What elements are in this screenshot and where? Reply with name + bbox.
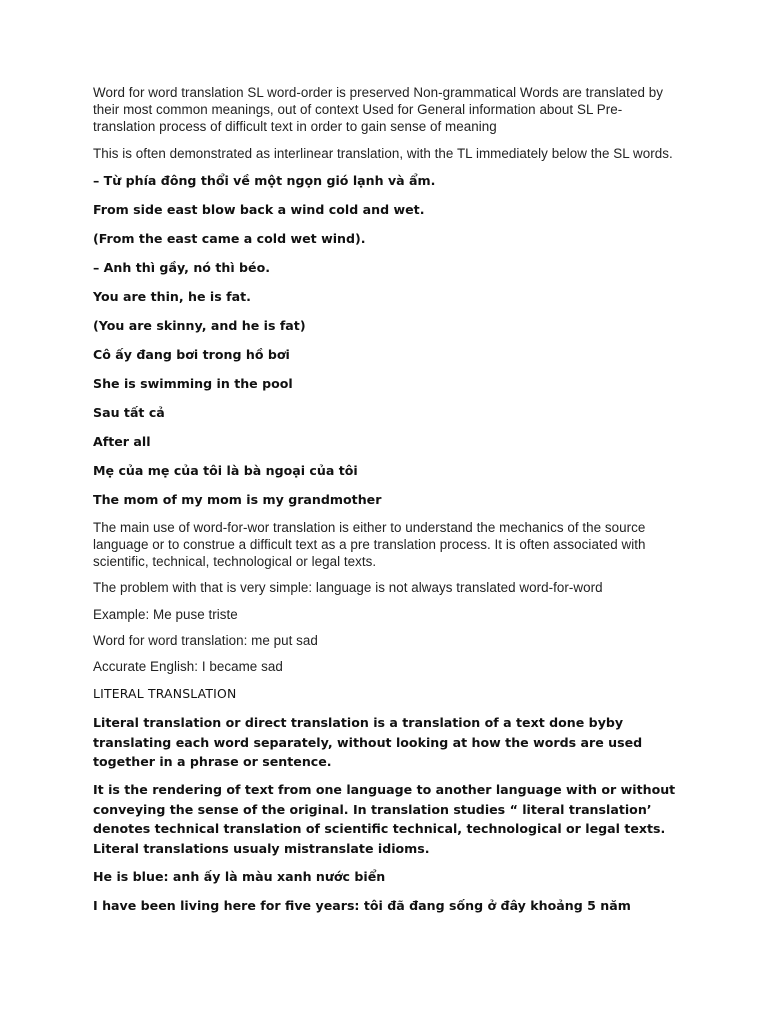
example-accurate-2: (You are skinny, and he is fat) — [93, 317, 306, 333]
example-vietnamese-5: Mẹ của mẹ của tôi là bà ngoại của tôi — [93, 462, 358, 478]
paragraph-word-for-word-result: Word for word translation: me put sad — [93, 632, 318, 648]
paragraph-literal-definition: Literal translation or direct translation is a translation of a text done byby translating each word separately, without looking at how the words are used together in a phrase or sentence. — [93, 715, 643, 770]
paragraph-word-for-word-definition: Word for word translation SL word-order is preserved Non-grammatical Words are translated by their most common meanings, out of context Used for General information about SL Pre-translation process of difficult text in order to gain sense of meaning — [93, 85, 663, 135]
example-idiom-blue: He is blue: anh ấy là màu xanh nước biển — [93, 868, 386, 884]
example-english-5: The mom of my mom is my grandmother — [93, 491, 382, 507]
example-english-3: She is swimming in the pool — [93, 375, 293, 391]
example-vietnamese-4: Sau tất cả — [93, 404, 165, 420]
paragraph-accurate-english: Accurate English: I became sad — [93, 659, 283, 675]
example-vietnamese-2: – Anh thì gầy, nó thì béo. — [93, 259, 271, 275]
example-vietnamese-3: Cô ấy đang bơi trong hồ bơi — [93, 346, 290, 362]
example-literal-1: From side east blow back a wind cold and wet. — [93, 201, 425, 217]
section-heading-literal-translation: LITERAL TRANSLATION — [93, 686, 237, 702]
example-english-4: After all — [93, 433, 151, 449]
paragraph-example: Example: Me puse triste — [93, 606, 238, 622]
paragraph-problem: The problem with that is very simple: language is not always translated word-for-word — [93, 580, 603, 596]
example-living-here: I have been living here for five years: tôi đã đang sống ở đây khoảng 5 năm — [93, 897, 631, 913]
example-vietnamese-1: – Từ phía đông thổi về một ngọn gió lạnh và ẩm. — [93, 172, 436, 188]
example-literal-2: You are thin, he is fat. — [93, 288, 251, 304]
paragraph-interlinear-note: This is often demonstrated as interlinear translation, with the TL immediately below the SL words. — [93, 145, 673, 161]
paragraph-main-use: The main use of word-for-wor translation is either to understand the mechanics of the source language or to construe a difficult text as a pre translation process. It is often associated with scientific, technical, technological or legal texts. — [93, 519, 646, 570]
example-accurate-1: (From the east came a cold wet wind). — [93, 230, 366, 246]
paragraph-literal-rendering: It is the rendering of text from one language to another language with or without conveying the sense of the original. In translation studies “ literal translation’ denotes technical translation of scientific technical, technological or legal texts. Literal translations usualy mistranslate idioms. — [93, 782, 676, 856]
